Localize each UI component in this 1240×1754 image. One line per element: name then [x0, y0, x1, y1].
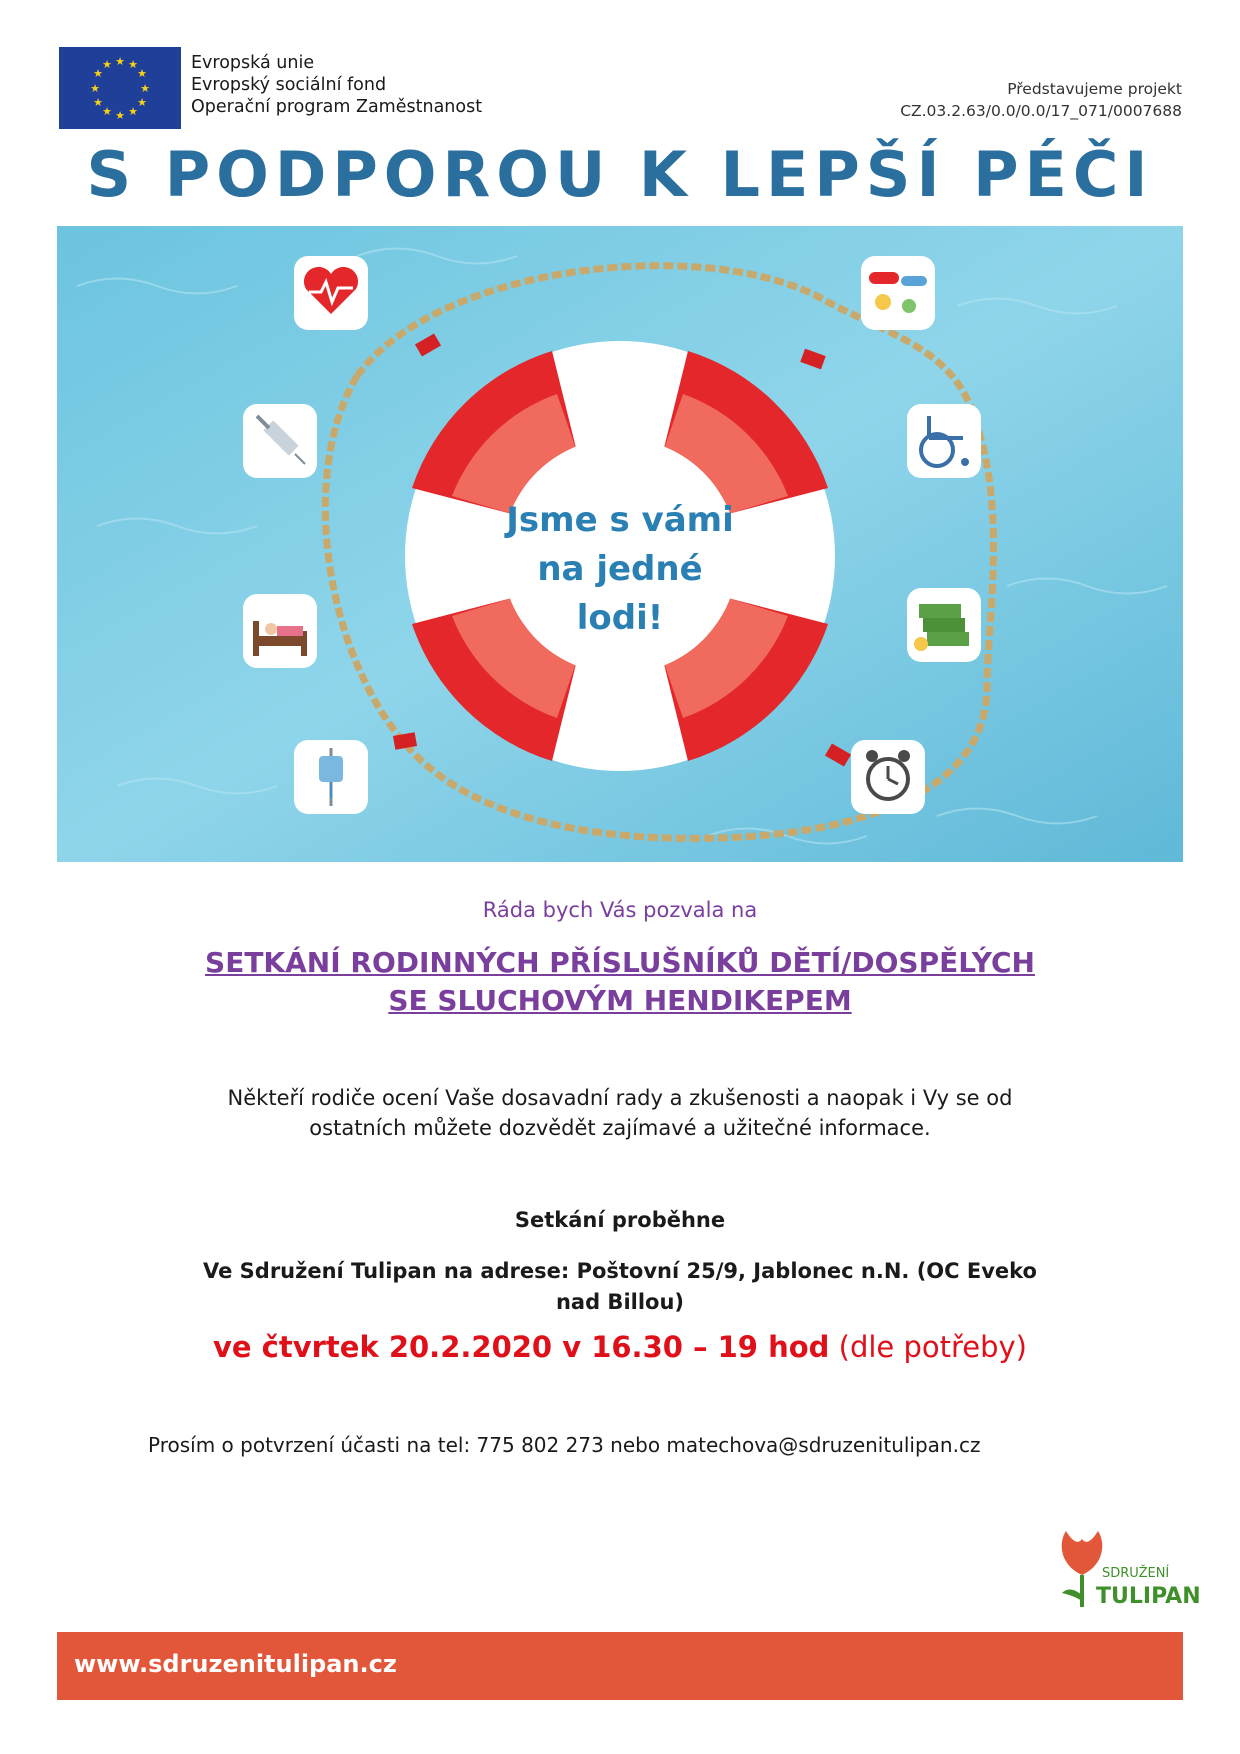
- hero-text-line-3: lodi!: [576, 598, 664, 638]
- svg-text:★: ★: [102, 58, 112, 71]
- money-icon: [907, 588, 981, 662]
- alarm-clock-icon: [851, 740, 925, 814]
- event-date-main: ve čtvrtek 20.2.2020 v 16.30 – 19 hod: [212, 1330, 830, 1364]
- eu-flag-logo: [59, 47, 181, 129]
- project-code: CZ.03.2.63/0.0/0.0/17_071/0007688: [900, 102, 1182, 120]
- when-title: Setkání proběhne: [514, 1208, 726, 1232]
- svg-text:★: ★: [115, 55, 125, 68]
- hero-text-line-2: na jedné: [537, 549, 703, 589]
- hero-lifebuoy-image: [57, 226, 1183, 862]
- svg-text:★: ★: [90, 82, 100, 95]
- page-title: S PODPOROU K LEPŠÍ PÉČI: [86, 138, 1154, 211]
- hero-text-line-1: Jsme s vámi: [506, 500, 734, 540]
- event-date: [0, 1330, 1240, 1364]
- svg-text:★: ★: [140, 82, 150, 95]
- svg-text:★: ★: [128, 105, 138, 118]
- description: [0, 1083, 1240, 1143]
- eu-line-1: Evropská unie: [191, 53, 315, 73]
- svg-text:★: ★: [137, 67, 147, 80]
- description-line-1: Někteří rodiče ocení Vaše dosavadní rady a zkušenosti a naopak i Vy se od: [227, 1086, 1013, 1110]
- svg-text:★: ★: [137, 96, 147, 109]
- eu-stars-icon: [59, 47, 181, 129]
- wheelchair-icon: [907, 404, 981, 478]
- footer-url[interactable]: www.sdruzenitulipan.cz: [74, 1650, 397, 1678]
- eu-program-text: [191, 52, 482, 118]
- footer-bar: [57, 1632, 1183, 1700]
- tulipan-logo: [1052, 1525, 1201, 1615]
- eu-line-2: Evropský sociální fond: [191, 75, 387, 95]
- address-line-2: nad Billou): [555, 1290, 685, 1314]
- iv-drip-icon: [294, 740, 368, 814]
- svg-text:★: ★: [102, 105, 112, 118]
- event-title-line-1: SETKÁNÍ RODINNÝCH PŘÍSLUŠNÍKŮ DĚTÍ/DOSPĚLÝCH: [205, 946, 1035, 979]
- event-title-line-2: SE SLUCHOVÝM HENDIKEPEM: [388, 984, 852, 1017]
- event-title: [0, 944, 1240, 1020]
- svg-text:★: ★: [115, 109, 125, 122]
- heart-pulse-icon: [294, 256, 368, 330]
- svg-text:★: ★: [93, 67, 103, 80]
- logo-line-2: TULIPAN: [1096, 1584, 1201, 1609]
- invite-text: Ráda bych Vás pozvala na: [482, 898, 758, 922]
- contact-info: Prosím o potvrzení účasti na tel: 775 802 273 nebo matechova@sdruzenitulipan.cz: [148, 1433, 981, 1457]
- pills-icon: [861, 256, 935, 330]
- syringe-icon: [243, 404, 317, 478]
- bed-icon: [243, 594, 317, 668]
- eu-line-3: Operační program Zaměstnanost: [191, 97, 483, 117]
- svg-text:★: ★: [128, 58, 138, 71]
- project-info: [900, 78, 1182, 122]
- svg-text:★: ★: [93, 96, 103, 109]
- description-line-2: ostatních můžete dozvědět zajímavé a užitečné informace.: [309, 1116, 931, 1140]
- address: [0, 1256, 1240, 1318]
- project-label: Představujeme projekt: [1007, 80, 1182, 98]
- address-line-1: Ve Sdružení Tulipan na adrese: Poštovní 25/9, Jablonec n.N. (OC Eveko: [203, 1259, 1037, 1283]
- logo-line-1: SDRUŽENÍ: [1102, 1566, 1170, 1581]
- event-date-note: (dle potřeby): [838, 1330, 1027, 1364]
